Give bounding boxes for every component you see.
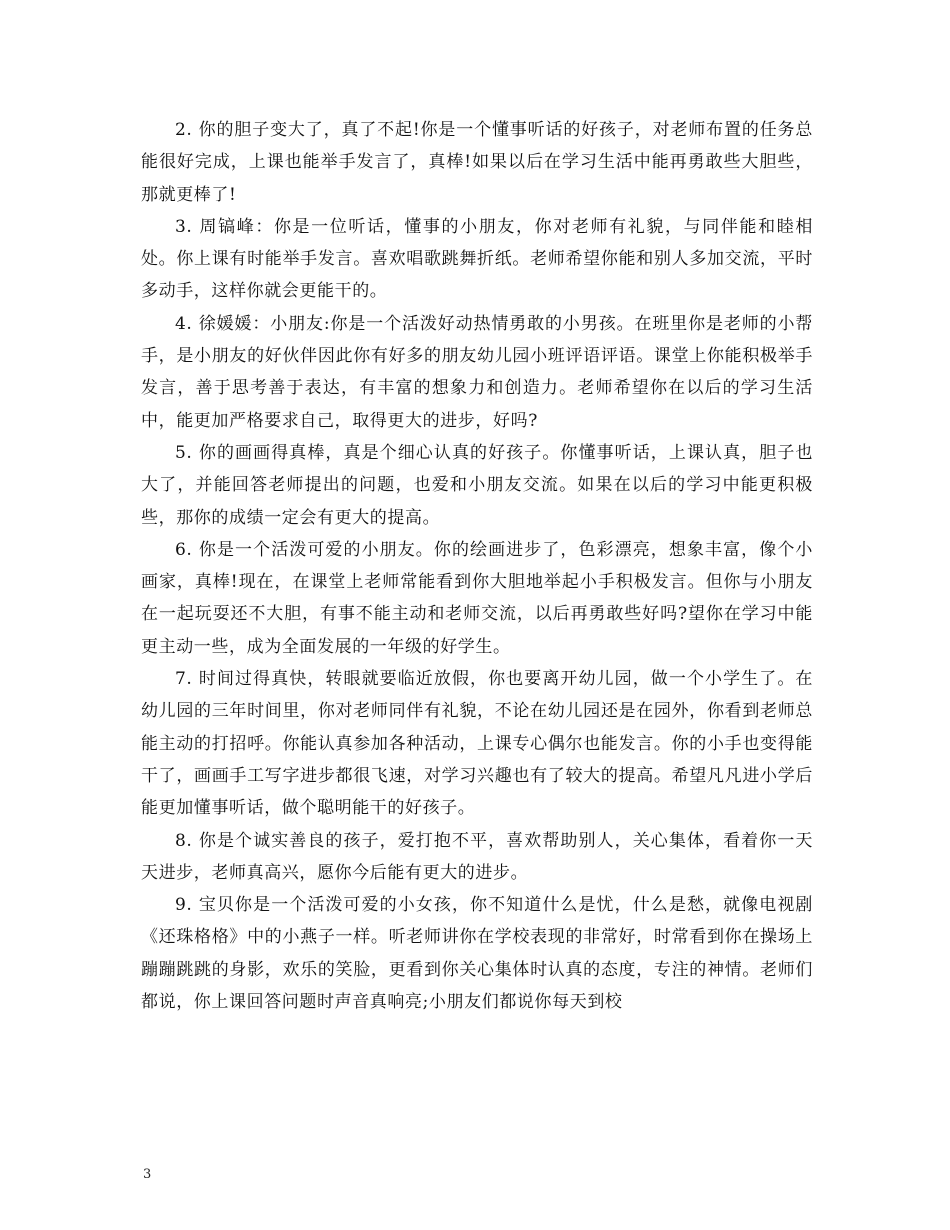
paragraph-3: 3. 周镐峰：你是一位听话，懂事的小朋友，你对老师有礼貌，与同伴能和睦相处。你上课有时能举手发言。喜欢唱歌跳舞折纸。老师希望你能和别人多加交流，平时多动手，这样你就会更能干的。 — [141, 216, 813, 302]
paragraph-4: 4. 徐媛媛：小朋友:你是一个活泼好动热情勇敢的小男孩。在班里你是老师的小帮手，是小朋友的好伙伴因此你有好多的朋友幼儿园小班评语评语。课堂上你能积极举手发言，善于思考善于表达，有丰富的想象力和创造力。老师希望你在以后的学习生活中，能更加严格要求自己，取得更大的进步，好吗? — [141, 313, 813, 431]
paragraph-2: 2. 你的胆子变大了，真了不起!你是一个懂事听话的好孩子，对老师布置的任务总能很好完成，上课也能举手发言了，真棒!如果以后在学习生活中能再勇敢些大胆些，那就更棒了! — [141, 120, 813, 205]
paragraph-7: 7. 时间过得真快，转眼就要临近放假，你也要离开幼儿园，做一个小学生了。在幼儿园的三年时间里，你对老师同伴有礼貌，不论在幼儿园还是在园外，你看到老师总能主动的打招呼。你能认真参加各种活动，上课专心偶尔也能发言。你的小手也变得能干了，画画手工写字进步都很飞速，对学习兴趣也有了较大的提高。希望凡凡进小学后能更加懂事听话，做个聪明能干的好孩子。 — [141, 669, 813, 819]
paragraph-8: 8. 你是个诚实善良的孩子，爱打抱不平，喜欢帮助别人，关心集体，看着你一天天进步，老师真高兴，愿你今后能有更大的进步。 — [141, 830, 813, 883]
paragraph-9: 9. 宝贝你是一个活泼可爱的小女孩，你不知道什么是忧，什么是愁，就像电视剧《还珠格格》中的小燕子一样。听老师讲你在学校表现的非常好，时常看到你在操场上蹦蹦跳跳的身影，欢乐的笑脸，更看到你关心集体时认真的态度，专注的神情。老师们都说，你上课回答问题时声音真响亮;小朋友们都说你每天到校 — [141, 895, 813, 1013]
document-body — [141, 114, 813, 1018]
paragraph-6: 6. 你是一个活泼可爱的小朋友。你的绘画进步了，色彩漂亮，想象丰富，像个小画家，真棒!现在，在课堂上老师常能看到你大胆地举起小手积极发言。但你与小朋友在一起玩耍还不大胆，有事不能主动和老师交流，以后再勇敢些好吗?望你在学习中能更主动一些，成为全面发展的一年级的好学生。 — [141, 539, 813, 657]
paragraph-5: 5. 你的画画得真棒，真是个细心认真的好孩子。你懂事听话，上课认真，胆子也大了，并能回答老师提出的问题，也爱和小朋友交流。如果在以后的学习中能更积极些，那你的成绩一定会有更大的提高。 — [141, 442, 813, 528]
page-number: 3 — [143, 1167, 152, 1182]
